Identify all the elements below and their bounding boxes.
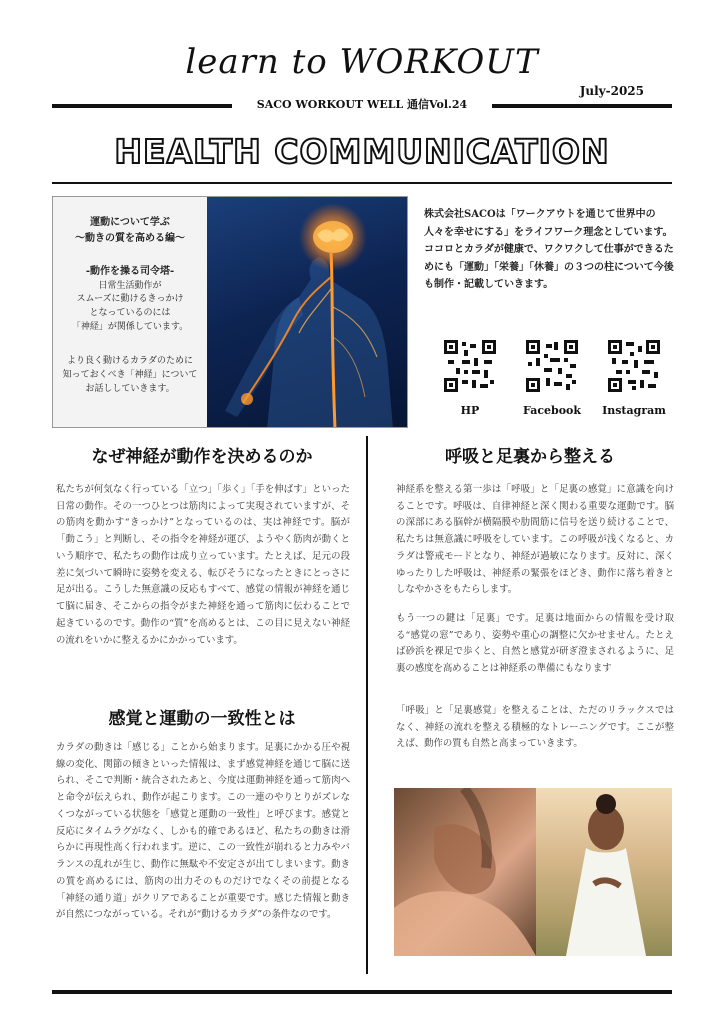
company-intro: 株式会社SACOは「ワークアウトを通じて世界中の人々を幸せにする」をライフワーク理念としています。ココロとカラダが健康で、ワクワクして仕事ができるためにも「運動」「栄養」「休養」の３つの柱について今後も制作・記載していきます。: [424, 209, 674, 290]
section2-body: カラダの動きは「感じる」ことから始まります。足裏にかかる圧や視線の変化、関節の傾きといった情報は、まず感覚神経を通じて脳に送られ、そこで判断・統合されたあと、今度は運動神経を通って筋肉へと命令が伝えられ、動作が起こります。この一連のやりとりがズレなくつながっている状態を「感覚と運動の一致性」と呼びます。感覚と反応にタイムラグがなく、しかも的確であるほど、私たちの動きは滑らかに再現性高く行われます。逆に、この一致性が崩れると力みやバランスの乱れが生じ、動作に無駄や不安定さが出てしまいます。動きの質を高めるには、筋肉の出力そのものだけでなくその前提となる「神経の通り道」がクリアであることが重要です。感じた情報と動きが自然につながっている。それが“動けるカラダ”の条件なのです。: [56, 742, 350, 921]
issue-date: July-2025: [579, 84, 644, 98]
footer-rule: [52, 990, 672, 994]
nervous-system-illustration: [207, 197, 407, 427]
section3-body: 神経系を整える第一歩は「呼吸」と「足裏の感覚」に意識を向けることです。呼吸は、自律神経と深く関わる重要な運動です。脳の深部にある脳幹が横隔膜や肋間筋に信号を送り続けることで、私たちは無意識に呼吸をしています。この呼吸が浅くなると、カラダは警戒モードとなり、神経が過敏になります。反対に、深くゆったりした呼吸は、神経系の緊張をほどき、動作に落ち着きとしなやかさをもたらします。: [396, 484, 674, 596]
masthead-title: HEALTH COMMUNICATION: [114, 132, 610, 171]
feature-desc-1: 日常生活動作が: [98, 280, 162, 291]
qr-instagram[interactable]: [596, 340, 672, 417]
foot-massage-photo: [394, 788, 536, 956]
nervous-system-icon: [207, 197, 407, 427]
qr-label-facebook: Facebook: [522, 404, 582, 417]
feature-text: [53, 197, 207, 427]
section1-body: 私たちが何気なく行っている「立つ」「歩く」「手を伸ばす」といった日常の動作。その一つひとつは筋肉によって実現されていますが、その筋肉を動かす“きっかけ”となっているのは、実は神経です。脳が「動こう」と判断し、その指令を神経が運び、ようやく筋肉が動くという順序で、私たちの動作は成り立っています。たとえば、足元の段差に気づいて瞬時に姿勢を変える、転びそうになったときにとっさに足が出る。こうした無意識の反応もすべて、感覚の情報が神経を通じて脳に届き、そこからの指令がまた神経を通って筋肉に伝わることで起きているのです。動作の“質”を高めるとは、この目に見えない神経の流れをいかに整えるかにかかっています。: [56, 484, 350, 646]
feature-note-3: お話ししていきます。: [85, 384, 175, 395]
qr-code-icon[interactable]: [526, 340, 578, 392]
feature-note-2: 知っておくべき「神経」について: [62, 370, 198, 381]
section1-title: なぜ神経が動作を決めるのか: [91, 447, 313, 467]
section2-title: 感覚と運動の一致性とは: [108, 709, 296, 729]
feature-note-1: より良く動けるカラダのために: [67, 356, 193, 367]
breathing-woman-photo: [536, 788, 672, 956]
qr-code-icon[interactable]: [608, 340, 660, 392]
newsletter-subline: SACO WORKOUT WELL 通信Vol.24: [256, 98, 468, 111]
section3-body-2: もう一つの鍵は「足裏」です。足裏は地面からの情報を受け取る“感覚の窓”であり、姿勢や重心の調整に欠かせません。たとえば砂浜を裸足で歩くと、自然と感覚が研ぎ澄まされるように、足裏の感度を高めることは神経系の準備にもなります: [396, 613, 674, 675]
qr-link-row: [432, 340, 672, 417]
feature-tagline: -動作を操る司令塔-: [85, 266, 175, 277]
feature-heading: 運動について学ぶ: [90, 217, 170, 228]
section3-title: 呼吸と足裏から整える: [445, 447, 615, 467]
feature-desc-2: スムーズに動けるきっかけ: [76, 294, 184, 305]
brand-title: learn to WORKOUT: [185, 42, 539, 82]
qr-code-icon[interactable]: [444, 340, 496, 392]
feature-box: [52, 196, 408, 428]
feature-subheading: 〜動きの質を高める編〜: [75, 232, 185, 244]
column-divider: [366, 436, 368, 974]
feature-desc-4: 「神経」が関係しています。: [71, 322, 189, 333]
qr-hp[interactable]: [432, 340, 508, 417]
section3-body-3: 「呼吸」と「足裏感覚」を整えることは、ただのリラックスではなく、神経の流れを整える積極的なトレーニングです。ここが整えば、動作の質も自然と高まっていきます。: [396, 705, 674, 750]
qr-label-instagram: Instagram: [602, 404, 666, 417]
qr-facebook[interactable]: [514, 340, 590, 417]
feature-desc-3: となっているのには: [89, 308, 171, 319]
masthead-rule: [52, 182, 672, 184]
wellness-photo: [394, 788, 672, 956]
qr-label-hp: HP: [460, 404, 480, 417]
